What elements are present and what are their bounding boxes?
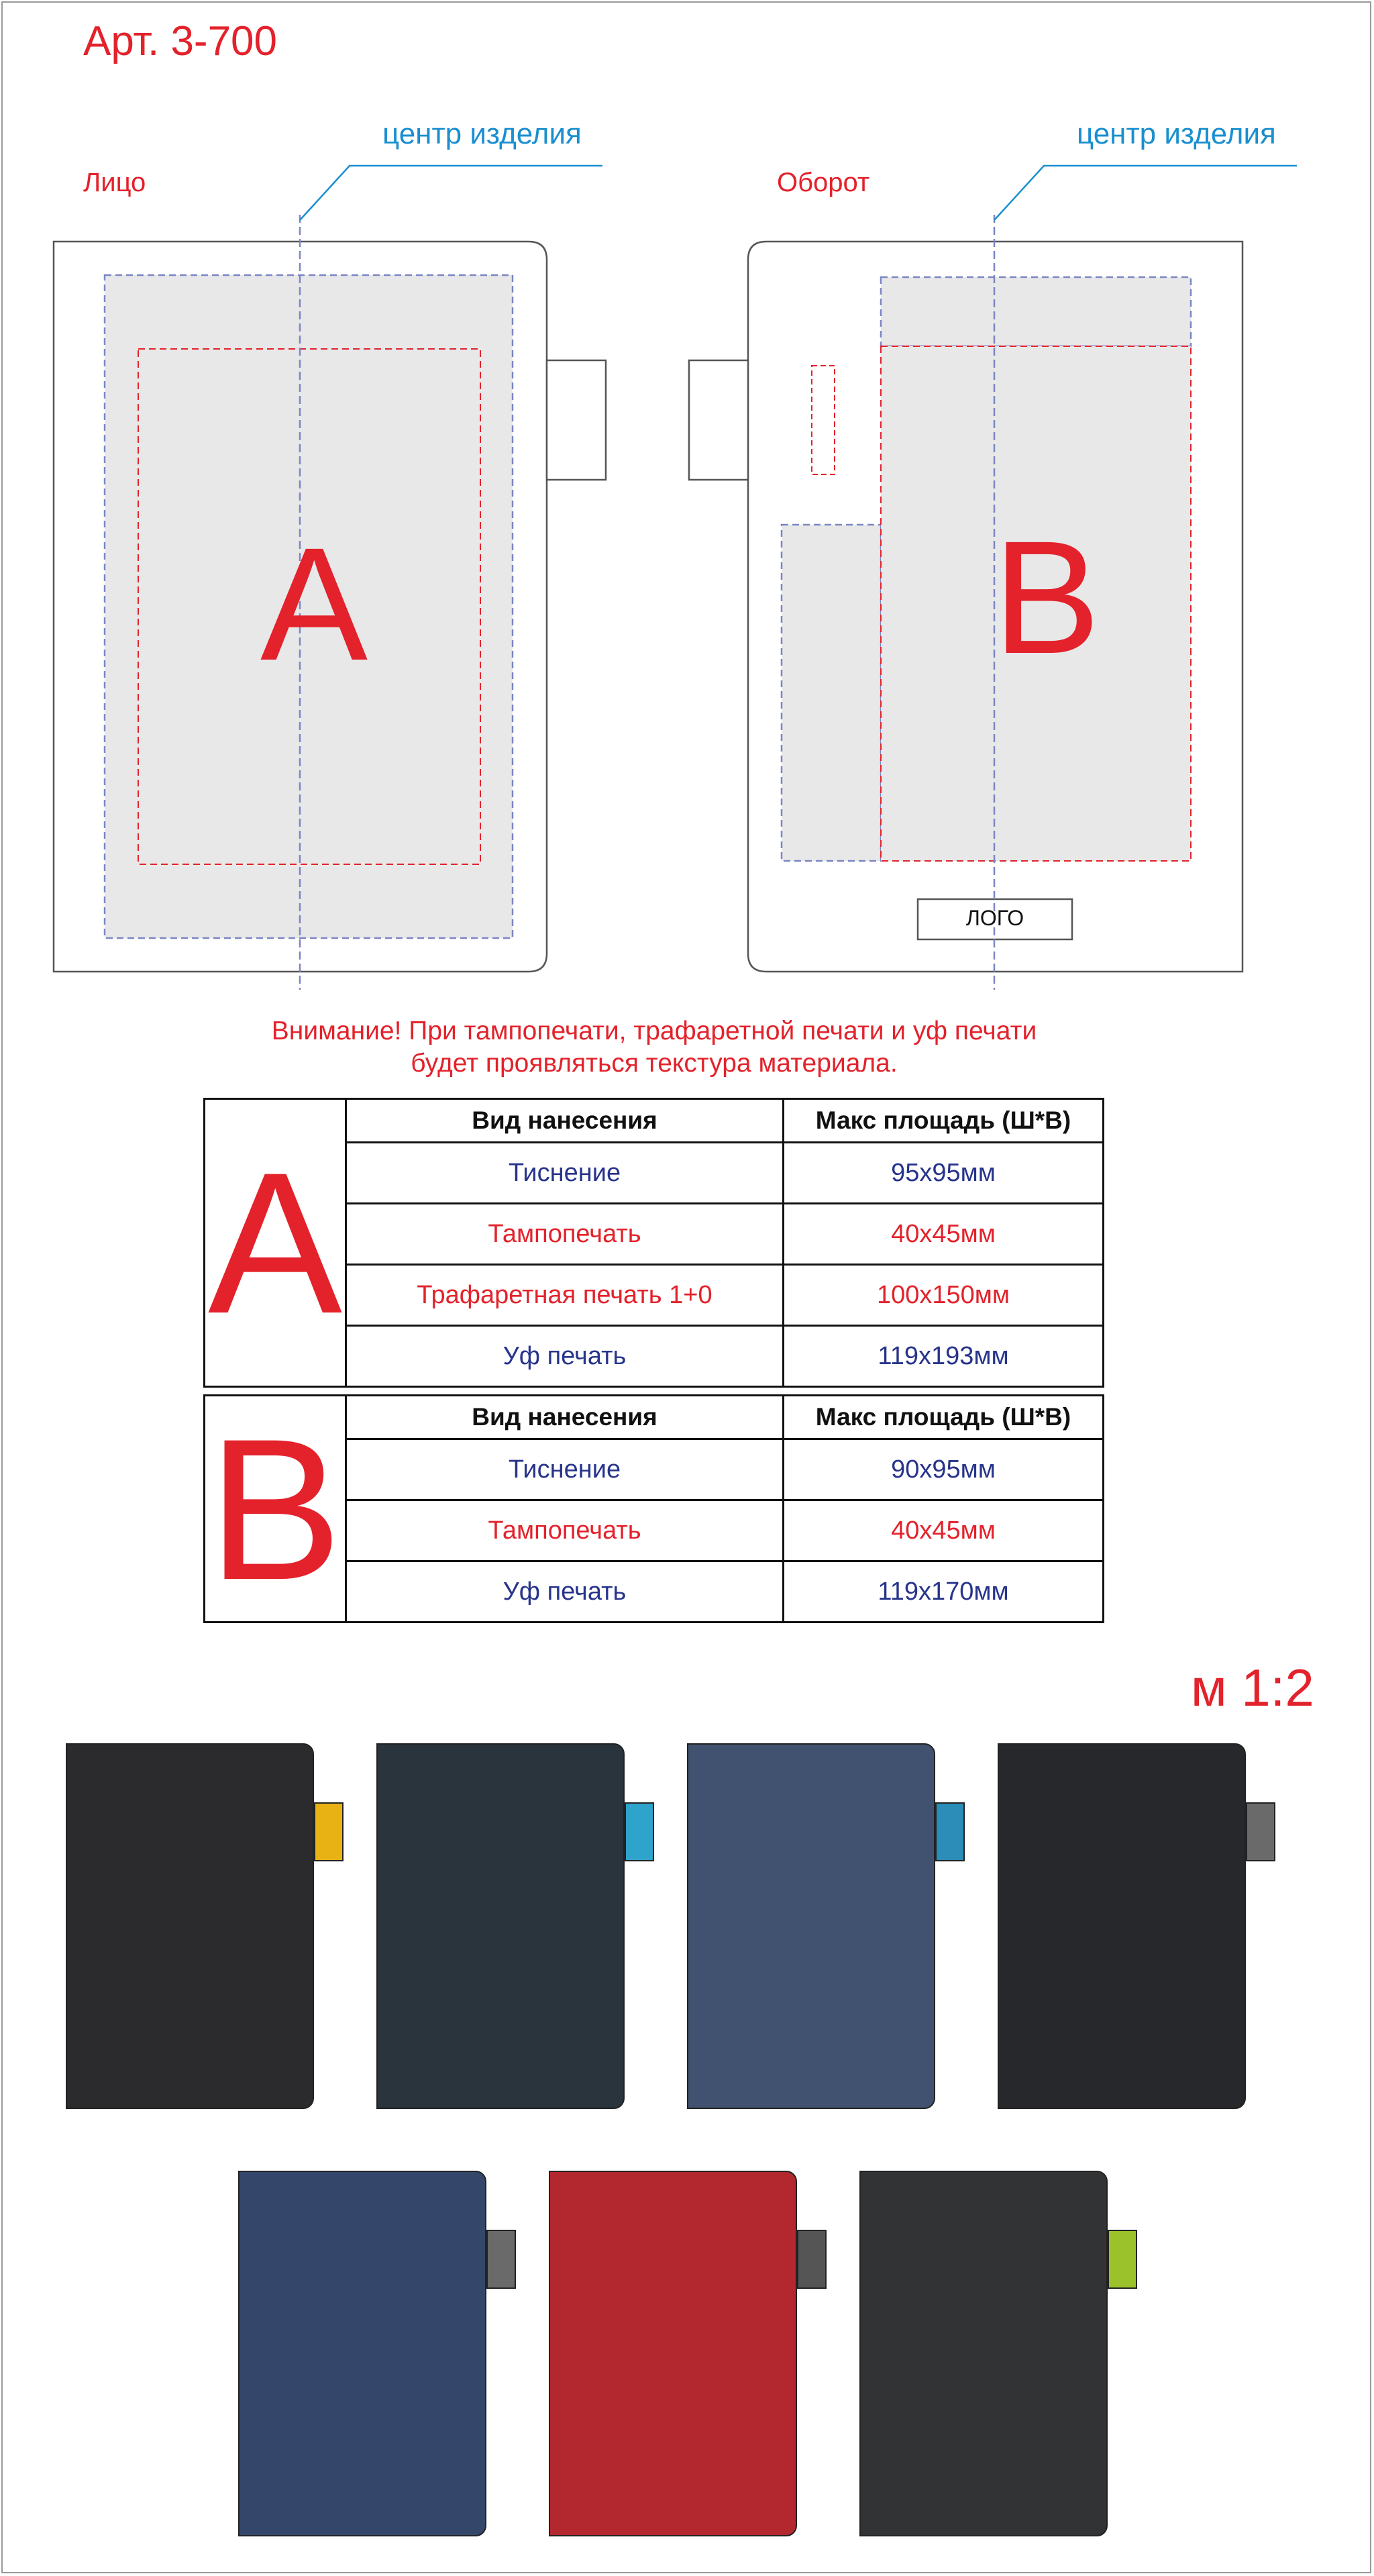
table-a-method: Тиснение [346,1143,784,1204]
back-center-label: центр изделия [1077,117,1276,150]
variant-tab [1108,2230,1137,2289]
table-a-size: 100x150мм [784,1265,1104,1326]
table-a-letter: A [205,1099,346,1387]
table-a-size: 95x95мм [784,1143,1104,1204]
table-a-size: 40x45мм [784,1204,1104,1265]
back-side-label: Оборот [777,168,870,197]
table-row [205,1396,1104,1439]
variant-cover [998,1743,1246,2109]
table-b-size: 90x95мм [784,1439,1104,1500]
table-a-header-size: Макс площадь (Ш*В) [784,1099,1104,1143]
article-number: Арт. 3-700 [83,18,278,64]
table-a-method: Трафаретная печать 1+0 [346,1265,784,1326]
layout-drawing [0,0,1374,1007]
table-b-method: Тампопечать [346,1500,784,1561]
table-b [203,1394,1104,1623]
table-row [205,1099,1104,1143]
front-center-label: центр изделия [382,117,582,150]
table-b-method: Тиснение [346,1439,784,1500]
variant-cover [687,1743,935,2109]
variant-cover [238,2171,486,2536]
table-b-header-size: Макс площадь (Ш*В) [784,1396,1104,1439]
variant-tab [797,2230,827,2289]
variant-cover [376,1743,625,2109]
variant-tab [625,1802,654,1861]
table-b-header-method: Вид нанесения [346,1396,784,1439]
variant-cover [549,2171,797,2536]
warning-line-1: Внимание! При тампопечати, трафаретной печати и уф печати [271,1017,1037,1045]
variant-tab [1246,1802,1275,1861]
variant-tab [486,2230,516,2289]
table-b-size: 40x45мм [784,1500,1104,1561]
table-a-method: Тампопечать [346,1204,784,1265]
table-a-method: Уф печать [346,1326,784,1387]
front-center-leader [300,166,602,220]
back-top-zone [881,277,1191,346]
logo-label: ЛОГО [965,906,1024,930]
variant-tab [314,1802,344,1861]
back-zone-letter: B [993,507,1101,687]
table-a-size: 119x193мм [784,1326,1104,1387]
variant-tab [935,1802,965,1861]
table-a [203,1098,1104,1388]
back-side-zone [782,525,881,861]
front-zone-letter: A [260,514,368,694]
back-center-leader [994,166,1297,220]
scale-label: м 1:2 [1191,1658,1314,1717]
warning-line-2: будет проявляться текстура материала. [411,1049,898,1078]
front-tab-outline [547,360,606,480]
variant-cover [859,2171,1108,2536]
table-b-size: 119x170мм [784,1561,1104,1622]
variant-cover [66,1743,314,2109]
back-tab-outline [689,360,748,480]
table-b-method: Уф печать [346,1561,784,1622]
table-a-header-method: Вид нанесения [346,1099,784,1143]
front-side-label: Лицо [83,168,146,197]
table-b-letter: B [205,1396,346,1622]
